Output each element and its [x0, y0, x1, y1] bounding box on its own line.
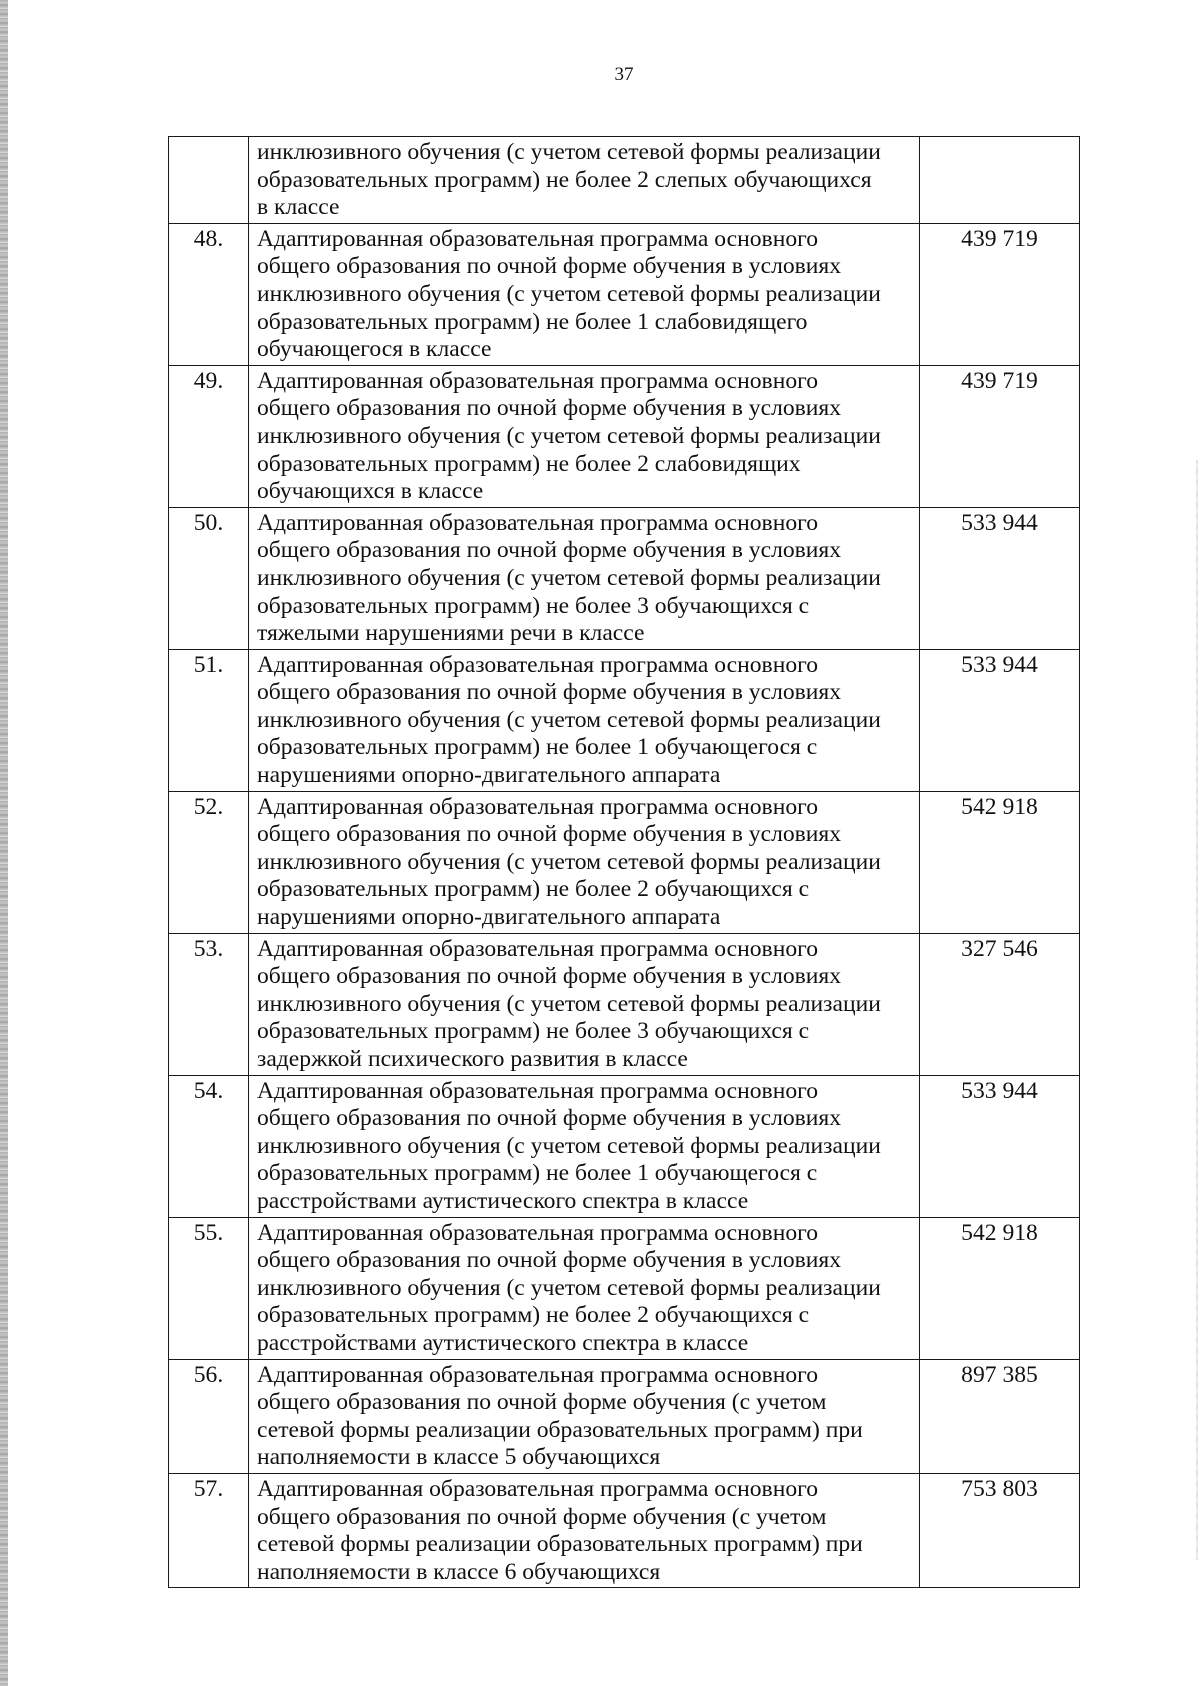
table-row	[169, 1217, 1080, 1359]
description-line: инклюзивного обучения (с учетом сетевой формы реализации	[257, 990, 881, 1017]
cost-value: 533 944	[920, 507, 1080, 649]
table-body	[169, 137, 1080, 1588]
page-number: 37	[614, 64, 634, 85]
description-line: Адаптированная образовательная программа основного	[257, 225, 819, 252]
description-line: инклюзивного обучения (с учетом сетевой формы реализации	[257, 139, 881, 165]
row-number: 48.	[169, 223, 249, 365]
row-number: 54.	[169, 1075, 249, 1217]
cost-table	[168, 136, 1080, 1588]
description-line: образовательных программ) не более 2 слабовидящих	[257, 450, 801, 477]
description-line: общего образования по очной форме обучения в условиях	[257, 963, 842, 990]
cost-value: 533 944	[920, 649, 1080, 791]
description-line: общего образования по очной форме обучения в условиях	[257, 253, 842, 280]
row-number: 52.	[169, 791, 249, 933]
table-row	[169, 223, 1080, 365]
description-line: общего образования по очной форме обучения в условиях	[257, 1247, 842, 1274]
program-description	[249, 933, 920, 1075]
row-number: 51.	[169, 649, 249, 791]
description-line: общего образования по очной форме обучения в условиях	[257, 395, 842, 422]
cost-value: 897 385	[920, 1359, 1080, 1473]
description-line: задержкой психического развития в классе	[257, 1046, 688, 1072]
description-line: Адаптированная образовательная программа основного	[257, 651, 819, 678]
program-description	[249, 137, 920, 224]
cost-value: 439 719	[920, 365, 1080, 507]
description-line: общего образования по очной форме обучения в условиях	[257, 1105, 842, 1132]
description-line: образовательных программ) не более 3 обучающихся с	[257, 1018, 810, 1045]
scan-edge-right	[1196, 460, 1198, 1560]
row-number: 50.	[169, 507, 249, 649]
table-row	[169, 1075, 1080, 1217]
description-line: образовательных программ) не более 1 обучающегося с	[257, 1160, 818, 1187]
program-description	[249, 649, 920, 791]
description-line: расстройствами аутистического спектра в классе	[257, 1187, 749, 1214]
cost-value: 542 918	[920, 791, 1080, 933]
description-line: инклюзивного обучения (с учетом сетевой формы реализации	[257, 706, 881, 733]
description-line: образовательных программ) не более 2 обучающихся с	[257, 876, 810, 903]
cost-value: 533 944	[920, 1075, 1080, 1217]
description-line: инклюзивного обучения (с учетом сетевой формы реализации	[257, 1132, 881, 1159]
cost-value: 327 546	[920, 933, 1080, 1075]
row-number: 56.	[169, 1359, 249, 1473]
description-line: образовательных программ) не более 1 обучающегося с	[257, 734, 818, 761]
program-description	[249, 507, 920, 649]
program-description	[249, 365, 920, 507]
description-line: Адаптированная образовательная программа основного	[257, 367, 819, 394]
table-row	[169, 933, 1080, 1075]
description-line: наполняемости в классе 6 обучающихся	[257, 1558, 661, 1585]
row-number: 49.	[169, 365, 249, 507]
row-number	[169, 137, 249, 224]
table-row	[169, 365, 1080, 507]
program-description	[249, 223, 920, 365]
description-line: обучающегося в классе	[257, 336, 492, 363]
description-line: Адаптированная образовательная программа основного	[257, 1219, 819, 1246]
table-row	[169, 791, 1080, 933]
description-line: сетевой формы реализации образовательных программ) при	[257, 1416, 863, 1443]
description-line: инклюзивного обучения (с учетом сетевой формы реализации	[257, 564, 881, 591]
table-row	[169, 649, 1080, 791]
cost-value	[920, 137, 1080, 224]
table-row	[169, 507, 1080, 649]
row-number: 55.	[169, 1217, 249, 1359]
program-description	[249, 1473, 920, 1587]
table-row	[169, 1473, 1080, 1587]
description-line: инклюзивного обучения (с учетом сетевой формы реализации	[257, 422, 881, 449]
description-line: Адаптированная образовательная программа основного	[257, 509, 819, 536]
cost-value: 439 719	[920, 223, 1080, 365]
description-line: общего образования по очной форме обучения (с учетом	[257, 1389, 827, 1416]
description-line: образовательных программ) не более 1 слабовидящего	[257, 308, 808, 335]
description-line: нарушениями опорно-двигательного аппарата	[257, 762, 721, 789]
program-description	[249, 1359, 920, 1473]
description-line: сетевой формы реализации образовательных программ) при	[257, 1531, 863, 1558]
description-line: инклюзивного обучения (с учетом сетевой формы реализации	[257, 280, 881, 307]
cost-value: 542 918	[920, 1217, 1080, 1359]
description-line: Адаптированная образовательная программа основного	[257, 1361, 819, 1388]
description-line: общего образования по очной форме обучения в условиях	[257, 679, 842, 706]
description-line: Адаптированная образовательная программа основного	[257, 793, 819, 820]
description-line: обучающихся в классе	[257, 478, 484, 505]
row-number: 57.	[169, 1473, 249, 1587]
description-line: нарушениями опорно-двигательного аппарата	[257, 904, 721, 931]
description-line: в классе	[257, 194, 340, 221]
table-row	[169, 137, 1080, 224]
description-line: образовательных программ) не более 2 слепых обучающихся	[257, 166, 872, 193]
description-line: тяжелыми нарушениями речи в классе	[257, 620, 645, 647]
description-line: инклюзивного обучения (с учетом сетевой формы реализации	[257, 848, 881, 875]
row-number: 53.	[169, 933, 249, 1075]
scan-edge-left	[0, 0, 8, 1686]
table-row	[169, 1359, 1080, 1473]
description-line: Адаптированная образовательная программа основного	[257, 1077, 819, 1104]
program-description	[249, 791, 920, 933]
description-line: наполняемости в классе 5 обучающихся	[257, 1444, 661, 1471]
description-line: расстройствами аутистического спектра в классе	[257, 1329, 749, 1356]
cost-value: 753 803	[920, 1473, 1080, 1587]
description-line: инклюзивного обучения (с учетом сетевой формы реализации	[257, 1274, 881, 1301]
description-line: образовательных программ) не более 2 обучающихся с	[257, 1302, 810, 1329]
description-line: общего образования по очной форме обучения (с учетом	[257, 1503, 827, 1530]
program-description	[249, 1217, 920, 1359]
description-line: общего образования по очной форме обучения в условиях	[257, 821, 842, 848]
description-line: Адаптированная образовательная программа основного	[257, 935, 819, 962]
description-line: общего образования по очной форме обучения в условиях	[257, 537, 842, 564]
program-description	[249, 1075, 920, 1217]
description-line: образовательных программ) не более 3 обучающихся с	[257, 592, 810, 619]
description-line: Адаптированная образовательная программа основного	[257, 1475, 819, 1502]
